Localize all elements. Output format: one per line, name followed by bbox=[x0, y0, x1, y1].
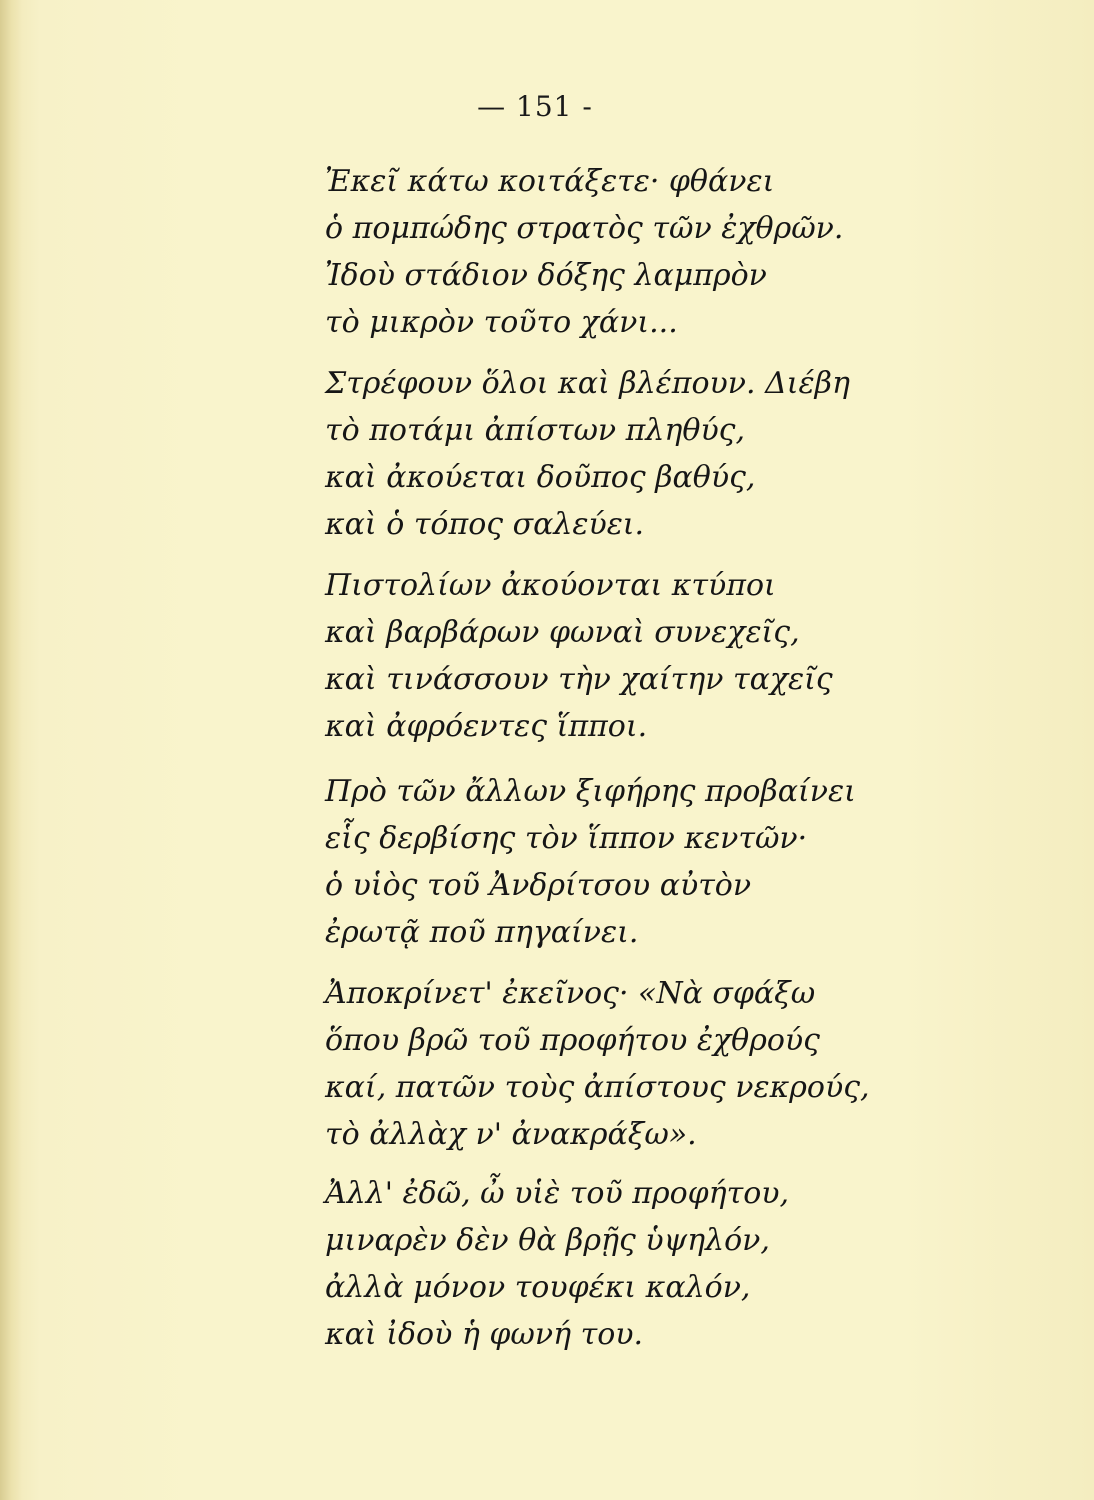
poem-line: καὶ ἀφρόεντες ἵπποι. bbox=[325, 709, 648, 744]
stanza-4 bbox=[325, 768, 856, 956]
poem-line: καὶ ἀκούεται δοῦπος βαθύς, bbox=[325, 460, 756, 495]
poem-line: τὸ ποτάμι ἀπίστων πληθύς, bbox=[325, 413, 746, 448]
poem-line: εἷς δερβίσης τὸν ἵππον κεντῶν· bbox=[325, 821, 808, 856]
poem-line: ἐρωτᾷ ποῦ πηγαίνει. bbox=[325, 915, 639, 950]
poem-line: Ἀποκρίνετ' ἐκεῖνος· «Νὰ σφάξω bbox=[325, 976, 816, 1011]
poem-line: ἀλλὰ μόνον τουφέκι καλόν, bbox=[325, 1270, 751, 1305]
stanza-2 bbox=[325, 360, 850, 548]
stanza-6 bbox=[325, 1170, 805, 1358]
stanza-5 bbox=[325, 970, 870, 1158]
poem-line: ὁ υἱὸς τοῦ Ἀνδρίτσου αὐτὸν bbox=[325, 868, 752, 903]
stanza-1 bbox=[325, 158, 844, 346]
poem-line: καὶ ὁ τόπος σαλεύει. bbox=[325, 507, 645, 542]
poem-line: Ἀλλ' ἐδῶ, ὦ υἱὲ τοῦ προφήτου, bbox=[325, 1176, 790, 1211]
page-number: — 151 - bbox=[477, 90, 593, 123]
poem-line: Ἰδοὺ στάδιον δόξης λαμπρὸν bbox=[325, 258, 767, 293]
poem-line: ὁ πομπώδης στρατὸς τῶν ἐχθρῶν. bbox=[325, 211, 844, 246]
poem-line: μιναρὲν δὲν θὰ βρῇς ὑψηλόν, bbox=[325, 1223, 770, 1258]
poem-line: καί, πατῶν τοὺς ἀπίστους νεκρούς, bbox=[325, 1070, 870, 1105]
poem-line: Ἐκεῖ κάτω κοιτάξετε· φθάνει bbox=[325, 164, 775, 199]
stanza-3 bbox=[325, 562, 833, 750]
poem-line: Πρὸ τῶν ἄλλων ξιφήρης προβαίνει bbox=[325, 774, 856, 809]
poem-line: καὶ τινάσσουν τὴν χαίτην ταχεῖς bbox=[325, 662, 833, 697]
poem-line: τὸ ἀλλὰχ ν' ἀνακράξω». bbox=[325, 1117, 697, 1152]
poem-line: καὶ βαρβάρων φωναὶ συνεχεῖς, bbox=[325, 615, 800, 650]
poem-line: καὶ ἰδοὺ ἡ φωνή του. bbox=[325, 1317, 644, 1352]
poem-line: ὅπου βρῶ τοῦ προφήτου ἐχθρούς bbox=[325, 1023, 820, 1058]
poem-line: Πιστολίων ἀκούονται κτύποι bbox=[325, 568, 776, 603]
poem-line: Στρέφουν ὅλοι καὶ βλέπουν. Διέβη bbox=[325, 366, 850, 401]
poem-line: τὸ μικρὸν τοῦτο χάνι... bbox=[325, 305, 678, 340]
